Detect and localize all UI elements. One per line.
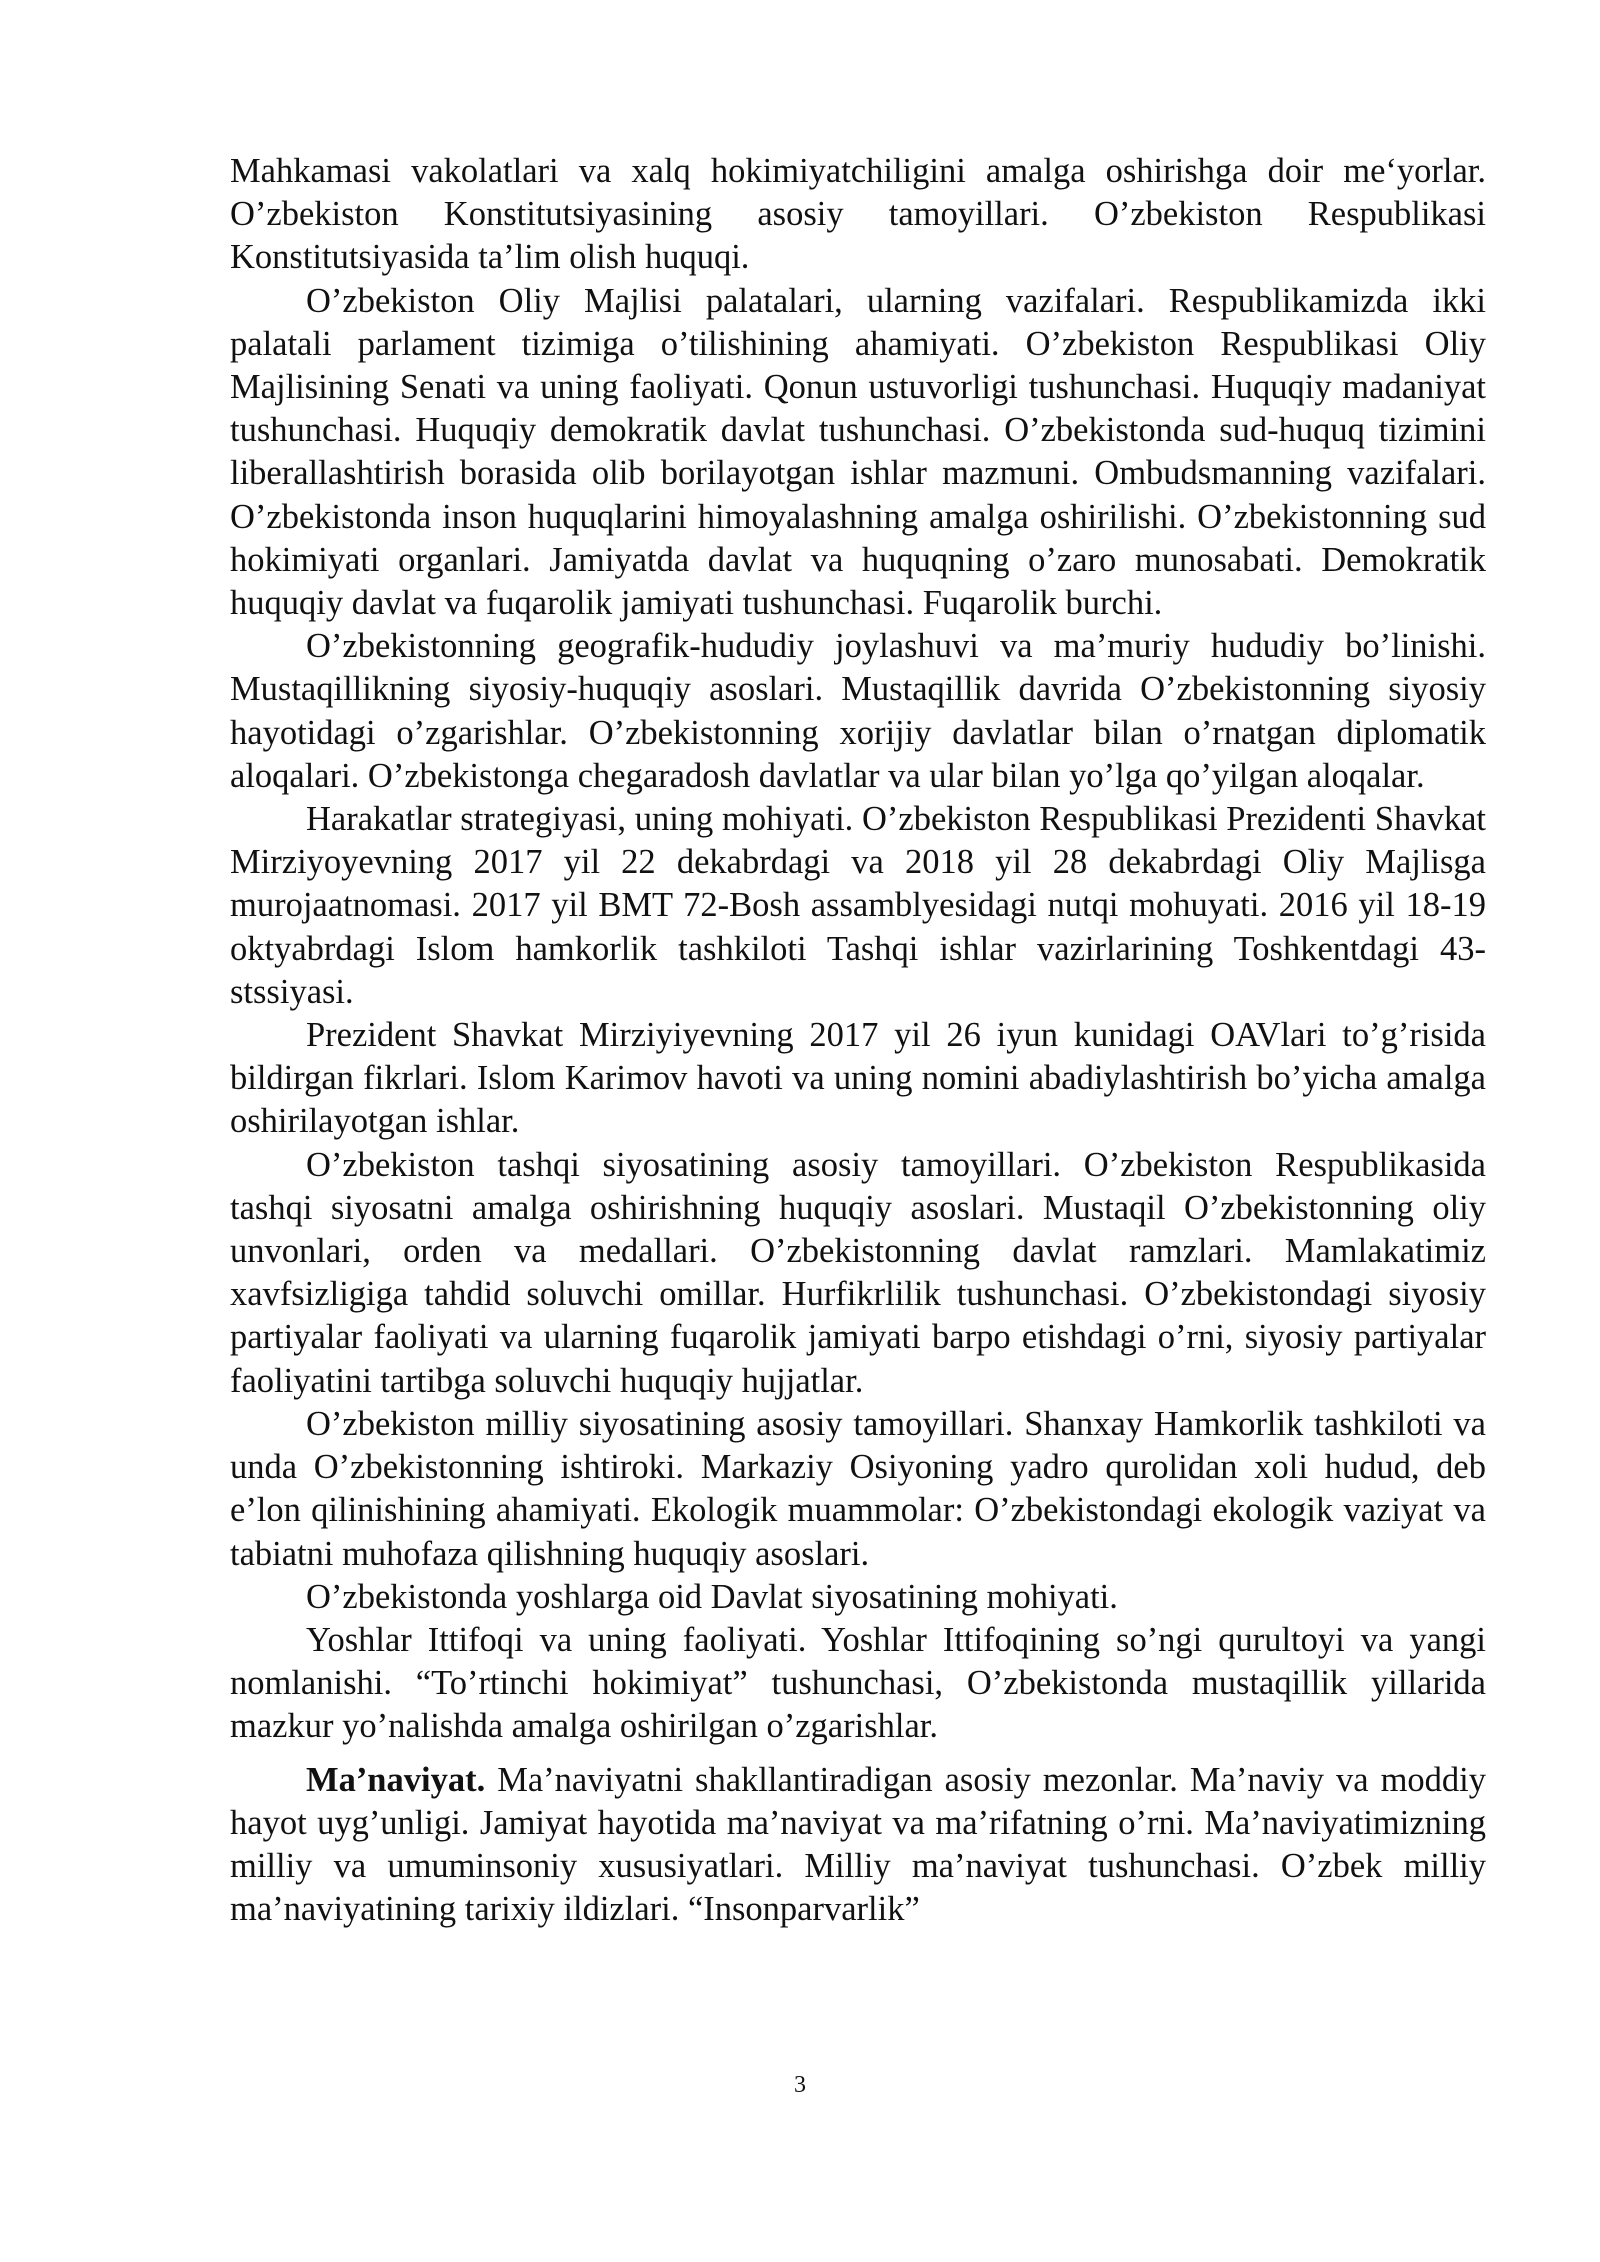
document-page: [230, 150, 1486, 1931]
paragraph: Prezident Shavkat Mirziyiyevning 2017 yil 26 iyun kunidagi OAVlari to’g’risida bildirgan fikrlari. Islom Karimov havoti va uning nomini abadiylashtirish bo’yicha amalga oshirilayotgan ishlar.: [230, 1016, 1486, 1141]
paragraph: O’zbekiston Oliy Majlisi palatalari, ularning vazifalari. Respublikamizda ikki palatali parlament tizimiga o’tilishining ahamiyati. O’zbekiston Respublikasi Oliy Majlisining Senati va uning faoliyati. Qonun ustuvorligi tushunchasi. Huquqiy madaniyat tushunchasi. Huquqiy demokratik davlat tushunchasi. O’zbekistonda sud-huquq tizimini liberallashtirish borasida olib borilayotgan ishlar mazmuni. Ombudsmanning vazifalari. O’zbekistonda inson huquqlarini himoyalashning amalga oshirilishi. O’zbekistonning sud hokimiyati organlari. Jamiyatda davlat va huquqning o’zaro munosabati. Demokratik huquqiy davlat va fuqarolik jamiyati tushunchasi. Fuqarolik burchi.: [230, 281, 1486, 623]
section-heading: Ma’naviyat.: [306, 1760, 486, 1799]
paragraph: Mahkamasi vakolatlari va xalq hokimiyatchiligini amalga oshirishga doir me‘yorlar. O’zbekiston Konstitutsiyasining asosiy tamoyillari. O’zbekiston Respublikasi Konstitutsiyasida ta’lim olish huquqi.: [230, 152, 1486, 277]
paragraph: Yoshlar Ittifoqi va uning faoliyati. Yoshlar Ittifoqining so’ngi qurultoyi va yangi nomlanishi. “To’rtinchi hokimiyat” tushunchasi, O’zbekistonda mustaqillik yillarida mazkur yo’nalishda amalga oshirilgan o’zgarishlar.: [230, 1620, 1486, 1746]
paragraph: O’zbekistonda yoshlarga oid Davlat siyosatining mohiyati.: [306, 1577, 1118, 1616]
paragraph: O’zbekiston milliy siyosatining asosiy tamoyillari. Shanxay Hamkorlik tashkiloti va unda O’zbekistonning ishtiroki. Markaziy Osiyoning yadro qurolidan xoli hudud, deb e’lon qilinishining ahamiyati. Ekologik muammolar: O’zbekistondagi ekologik vaziyat va tabiatni muhofaza qilishning huquqiy asoslari.: [230, 1404, 1486, 1573]
paragraph: O’zbekiston tashqi siyosatining asosiy tamoyillari. O’zbekiston Respublikasida tashqi siyosatni amalga oshirishning huquqiy asoslari. Mustaqil O’zbekistonning oliy unvonlari, orden va medallari. O’zbekistonning davlat ramzlari. Mamlakatimiz xavfsizligiga tahdid soluvchi omillar. Hurfikrlilik tushunchasi. O’zbekistondagi siyosiy partiyalar faoliyati va ularning fuqarolik jamiyati barpo etishdagi o’rni, siyosiy partiyalar faoliyatini tartibga soluvchi huquqiy hujjatlar.: [230, 1145, 1486, 1400]
page-number: 3: [794, 2072, 806, 2098]
paragraph: Harakatlar strategiyasi, uning mohiyati. O’zbekiston Respublikasi Prezidenti Shavkat Mirziyoyevning 2017 yil 22 dekabrdagi va 2018 yil 28 dekabrdagi Oliy Majlisga murojaatnomasi. 2017 yil BMT 72-Bosh assamblyesidagi nutqi mohuyati. 2016 yil 18-19 oktyabrdagi Islom hamkorlik tashkiloti Tashqi ishlar vazirlarining Toshkentdagi 43-stssiyasi.: [230, 800, 1486, 1011]
section-paragraph-manaviyat: [230, 1759, 1486, 1932]
section-paragraph-text: Ma’naviyatni shakllantiradigan asosiy mezonlar. Ma’naviy va moddiy hayot uyg’unligi. Jamiyat hayotida ma’naviyat va ma’rifatning o’rni. Ma’naviyatimizning milliy va umuminsoniy xususiyatlari. Milliy ma’naviyat tushunchasi. O’zbek milliy ma’naviyatining tarixiy ildizlari. “Insonparvarlik”: [230, 1760, 1486, 1929]
paragraph: O’zbekistonning geografik-hududiy joylashuvi va ma’muriy hududiy bo’linishi. Mustaqillikning siyosiy-huquqiy asoslari. Mustaqillik davrida O’zbekistonning siyosiy hayotidagi o’zgarishlar. O’zbekistonning xorijiy davlatlar bilan o’rnatgan diplomatik aloqalari. O’zbekistonga chegaradosh davlatlar va ular bilan yo’lga qo’yilgan aloqalar.: [230, 627, 1486, 795]
